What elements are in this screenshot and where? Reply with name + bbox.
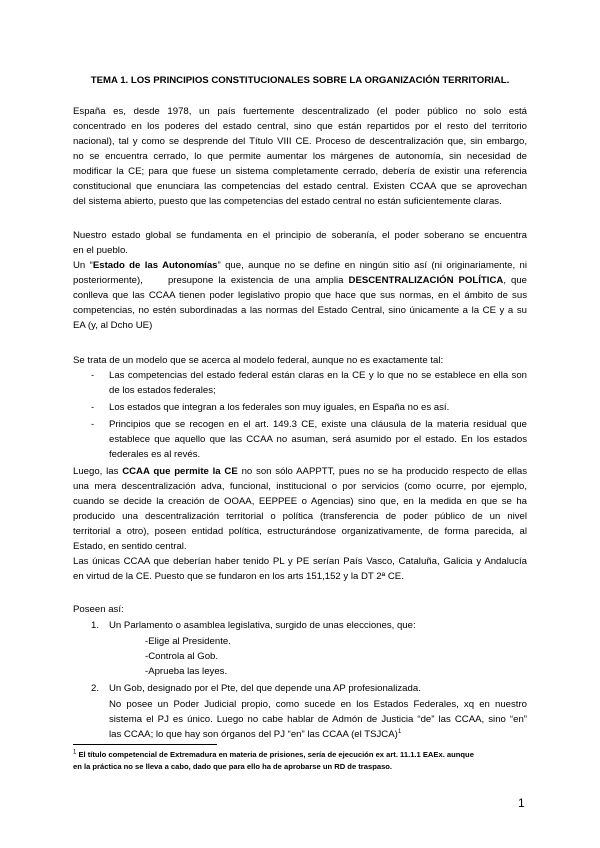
para4-line: Se trata de un modelo que se acerca al modelo federal, aunque no es exactamente tal: <box>73 355 444 366</box>
footnote-ref: 1 <box>397 728 402 735</box>
footnote-line: en la práctica no se lleva a cabo, dado que para ello ha de aprobarse un RD de traspaso. <box>73 762 393 771</box>
bullet-line: Principios que se recogen en el art. 149.3 CE, existe una cláusula de la materia residual que <box>109 419 527 430</box>
para5-line: Luego, las CCAA que permite la CE no son sólo AAPPTT, pues no se ha producido respecto de ellas <box>73 466 527 477</box>
bullet-line: Las competencias del estado federal están claras en la CE y lo que no se establece en ella son <box>109 370 527 381</box>
para2-line: Nuestro estado global se fundamenta en el principio de soberanía, el poder soberano se encuentra <box>73 230 527 241</box>
para1-line: España es, desde 1978, un país fuertemente descentralizado (el poder público no solo está <box>73 106 527 117</box>
para2-line: en el pueblo. <box>73 245 128 256</box>
para1-line: no se encuentra cerrado, lo que permite aumentar los márgenes de autonomía, sin necesidad de <box>73 151 527 162</box>
para1-line: modificar la CE; para que fuese un sistema completamente cerrado, debería de existir una referencia <box>73 166 527 177</box>
bullet-line: establece que aquello que las CCAA no asuman, será asumido por el estado. En los estados <box>109 434 527 445</box>
para5-line: territorial a otro), poseen entidad política, estructurándose organizativamente, de forma parecida, al <box>73 526 527 537</box>
para5-line: una mera descentralización adva, funcional, institucional o por servicios (como ocurre, por ejemplo, <box>73 481 527 492</box>
page-number: 1 <box>518 796 525 810</box>
list-item-text: Un Parlamento o asamblea legislativa, surgido de unas elecciones, que: <box>109 620 416 631</box>
bullet-dash: - <box>91 402 95 413</box>
bullet-dash: - <box>91 370 95 381</box>
para6-line: Las únicas CCAA que deberían haber tenido PL y PE serían País Vasco, Cataluña, Galicia y Andalucía <box>73 556 527 567</box>
bullet-line: Los estados que integran a los federales son muy iguales, en España no es así. <box>109 402 450 413</box>
para3-line: competencias, no estén subordinadas a las normas del Estado Central, sino únicamente a la CE y a su <box>73 305 527 316</box>
bold-term: CCAA que permite la CE <box>122 466 238 477</box>
para3-line: posteriormente), presupone la existencia de una amplia DESCENTRALIZACIÓN POLÍTICA, que <box>73 275 528 286</box>
list-number: 2. <box>91 683 100 694</box>
para1-line: concentrado en los poderes del estado central, sino que están repartidos por el resto del territorio <box>73 121 527 132</box>
list-number: 1. <box>91 620 100 631</box>
sub-item: -Elige al Presidente. <box>145 636 231 647</box>
bullet-dash: - <box>91 419 95 430</box>
para5-line: cuando se decide la creación de OOAA, EEPPEE o Agencias) sino que, en la medida en que se ha <box>73 496 527 507</box>
para1-line: constitucional que enunciara las competencias del estado central. Existen CCAA que se aprovechan <box>73 181 527 192</box>
bullet-line: federales es al revés. <box>109 449 201 460</box>
para5-line: producido una descentralización territorial o política (transferencia de poder público de un nivel <box>73 511 527 522</box>
para6-line: en virtud de la CE. Puesto que se fundaron en los arts 151,152 y la DT 2ª CE. <box>73 571 404 582</box>
bold-term: Estado de las Autonomías <box>92 260 218 271</box>
para3-line: conlleva que las CCAA tienen poder legislativo propio que hace que sus normas, en el ámbito de sus <box>73 290 527 301</box>
para8-line: las CCAA; lo que hay son órganos del PJ “en” las CCAA (el TSJCA)$^1$ <box>109 728 402 740</box>
footnote-mark: 1 <box>73 749 77 756</box>
sub-item: -Aprueba las leyes. <box>145 666 228 677</box>
para7-line: Poseen así: <box>73 604 124 615</box>
para3-line: EA (y, al Dcho UE) <box>73 320 153 331</box>
para5-line: Estado, en sentido central. <box>73 541 187 552</box>
para3-line: Un “Estado de las Autonomías” que, aunque no se define en ningún sitio así (ni originariamente, ni <box>73 260 528 271</box>
para1-line: del sistema abierto, puesto que las competencias del estado central no están suficientemente claras. <box>73 196 502 207</box>
footnote-line: $^1$ El título competencial de Extremadura en materia de prisiones, sería de ejecución ex art. 11.1.1 EAEx. aunque <box>73 749 474 759</box>
page-title: TEMA 1. LOS PRINCIPIOS CONSTITUCIONALES SOBRE LA ORGANIZACIÓN TERRITORIAL. <box>90 75 510 86</box>
para8-line: No posee un Poder Judicial propio, como sucede en los Estados Federales, xq en nuestro <box>109 699 527 710</box>
bullet-line: de los estados federales; <box>109 385 216 396</box>
para8-line: sistema el PJ es único. Luego no cabe hablar de Admón de Justicia “de” las CCAA, sino “en” <box>109 714 527 725</box>
sub-item: -Controla al Gob. <box>145 651 219 662</box>
list-item-text: Un Gob, designado por el Pte, del que depende una AP profesionalizada. <box>109 683 421 694</box>
para1-line: nacional), tal y como se desprende del Título VIII CE. Proceso de descentralización que, sin embargo, <box>73 136 527 147</box>
bold-term: DESCENTRALIZACIÓN POLÍTICA <box>348 275 504 286</box>
footnote-divider <box>73 744 217 745</box>
